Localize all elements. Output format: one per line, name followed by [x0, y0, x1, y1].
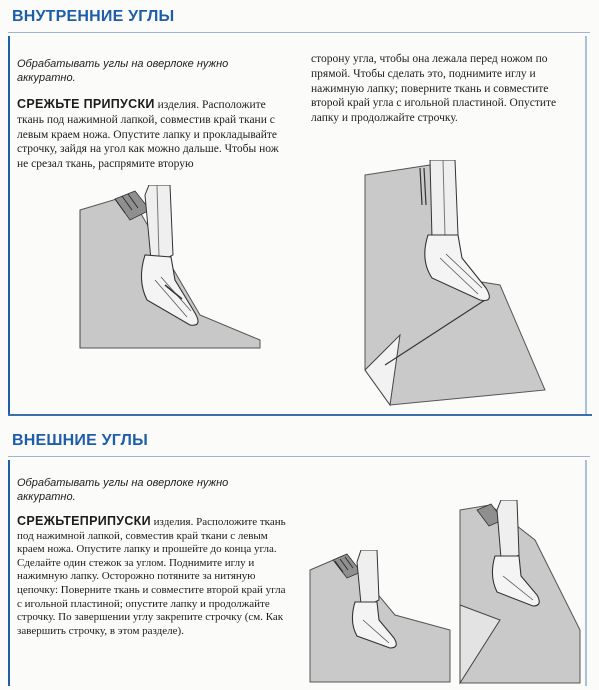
inner-body-text	[17, 97, 289, 172]
inner-intro: Обрабатывать углы на оверлоке нужно аккуратно.	[17, 58, 229, 84]
illustration-inner-corner-turned	[360, 160, 550, 410]
illustration-inner-corner-start	[75, 185, 265, 355]
illustration-outer-corner-turned	[455, 500, 585, 685]
outer-left-border	[8, 460, 10, 686]
outer-body-after-lead: изделия. Расположите ткань под нажимной лапкой, совместив край ткани с левым краем ножа. Опустите лапку и прошейте до конца угла. Сделайте один стежок за углом. Поднимите иглу и нажимную лапку. Осторожно потяните за нитяную цепочку: Поверните ткань и совместите второй край угла с игольной пластиной; опустите лапку и продолжайте строчку. По завершении углу закрепите строчку (см. Как завершить строчку, в этом разделе).	[17, 516, 286, 637]
inner-left-border	[8, 36, 10, 414]
outer-lead: СРЕЖЬТЕПРИПУСКИ	[17, 514, 151, 528]
inner-right-border	[585, 36, 587, 414]
inner-corners-heading: ВНУТРЕННИЕ УГЛЫ	[12, 8, 175, 25]
outer-intro: Обрабатывать углы на оверлоке нужно аккуратно.	[17, 477, 229, 503]
outer-right-border	[585, 460, 587, 686]
outer-corners-rule	[8, 456, 590, 457]
inner-bottom-line	[8, 414, 592, 416]
outer-body-text	[17, 515, 290, 638]
illustration-outer-corner-start	[305, 550, 455, 685]
inner-body-after-lead: изделия. Расположите ткань под нажимной лапкой, совместив край ткани с левым краем ножа. Опустите лапку и прокладывайте строчку, зайдя на угол как можно дальше. Чтобы нож не срезал ткань, распрямите вторую	[17, 99, 279, 171]
inner-continued-text: сторону угла, чтобы она лежала перед ножом по прямой. Чтобы сделать это, поднимите иглу и нажимную лапку; поверните ткань и совместите второй край угла с игольной пластиной. Опустите лапку и продолжайте строчку.	[311, 53, 557, 125]
inner-lead: СРЕЖЬТЕ ПРИПУСКИ	[17, 97, 155, 111]
inner-corners-rule	[8, 32, 590, 33]
outer-corners-heading: ВНЕШНИЕ УГЛЫ	[12, 432, 148, 449]
